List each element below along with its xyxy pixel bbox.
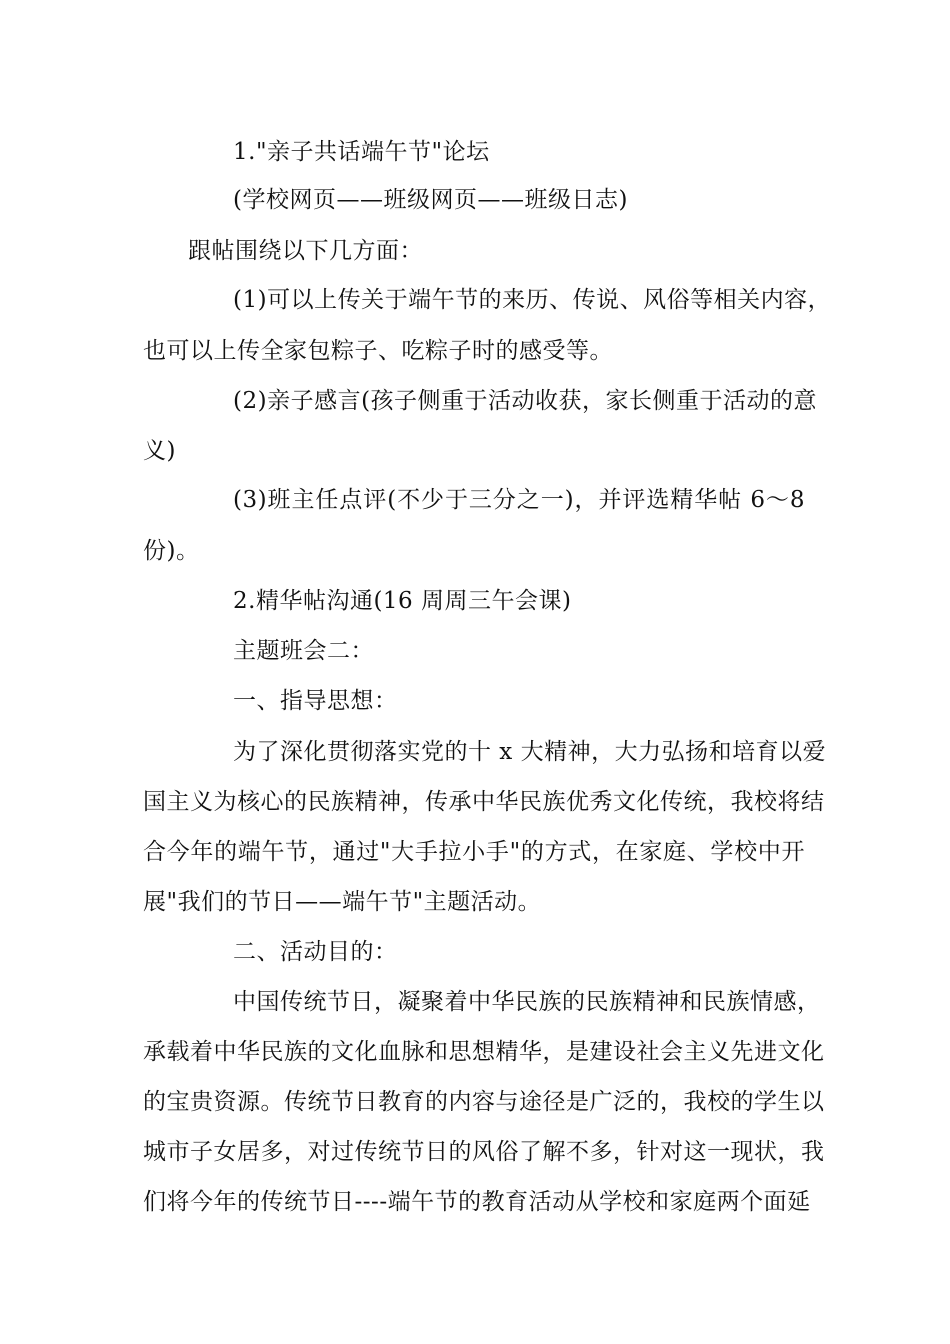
class-meeting-two-heading: 主题班会二： (233, 638, 374, 664)
item-2-line-2: 义) (143, 438, 176, 464)
featured-posts-heading: 2.精华帖沟通(16 周周三午会课) (233, 588, 572, 614)
item-3-line-1: (3)班主任点评(不少于三分之一)，并评选精华帖 6～8 (233, 487, 805, 513)
forum-heading: 1."亲子共话端午节"论坛 (233, 139, 490, 165)
item-1-line-1: (1)可以上传关于端午节的来历、传说、风俗等相关内容， (233, 287, 832, 313)
purpose-line-3: 的宝贵资源。传统节日教育的内容与途径是广泛的，我校的学生以 (143, 1089, 825, 1115)
purpose-line-5: 们将今年的传统节日----端午节的教育活动从学校和家庭两个面延 (143, 1189, 811, 1215)
activity-purpose-heading: 二、活动目的： (233, 939, 398, 965)
purpose-line-1: 中国传统节日，凝聚着中华民族的民族精神和民族情感， (233, 989, 821, 1015)
follow-up-intro: 跟帖围绕以下几方面： (188, 238, 423, 264)
ideology-line-3: 合今年的端午节，通过"大手拉小手"的方式，在家庭、学校中开 (143, 839, 805, 865)
ideology-line-2: 国主义为核心的民族精神，传承中华民族优秀文化传统，我校将结 (143, 789, 825, 815)
guiding-ideology-heading: 一、指导思想： (233, 688, 398, 714)
item-1-line-2: 也可以上传全家包粽子、吃粽子时的感受等。 (143, 338, 613, 364)
ideology-line-4: 展"我们的节日——端午节"主题活动。 (143, 889, 542, 915)
ideology-line-1: 为了深化贯彻落实党的十 x 大精神，大力弘扬和培育以爱 (233, 739, 827, 765)
item-2-line-1: (2)亲子感言(孩子侧重于活动收获，家长侧重于活动的意 (233, 388, 818, 414)
item-3-line-2: 份)。 (143, 538, 200, 564)
purpose-line-2: 承载着中华民族的文化血脉和思想精华，是建设社会主义先进文化 (143, 1039, 825, 1065)
purpose-line-4: 城市子女居多，对过传统节日的风俗了解不多，针对这一现状，我 (143, 1139, 825, 1165)
forum-path: (学校网页——班级网页——班级日志) (233, 187, 628, 213)
